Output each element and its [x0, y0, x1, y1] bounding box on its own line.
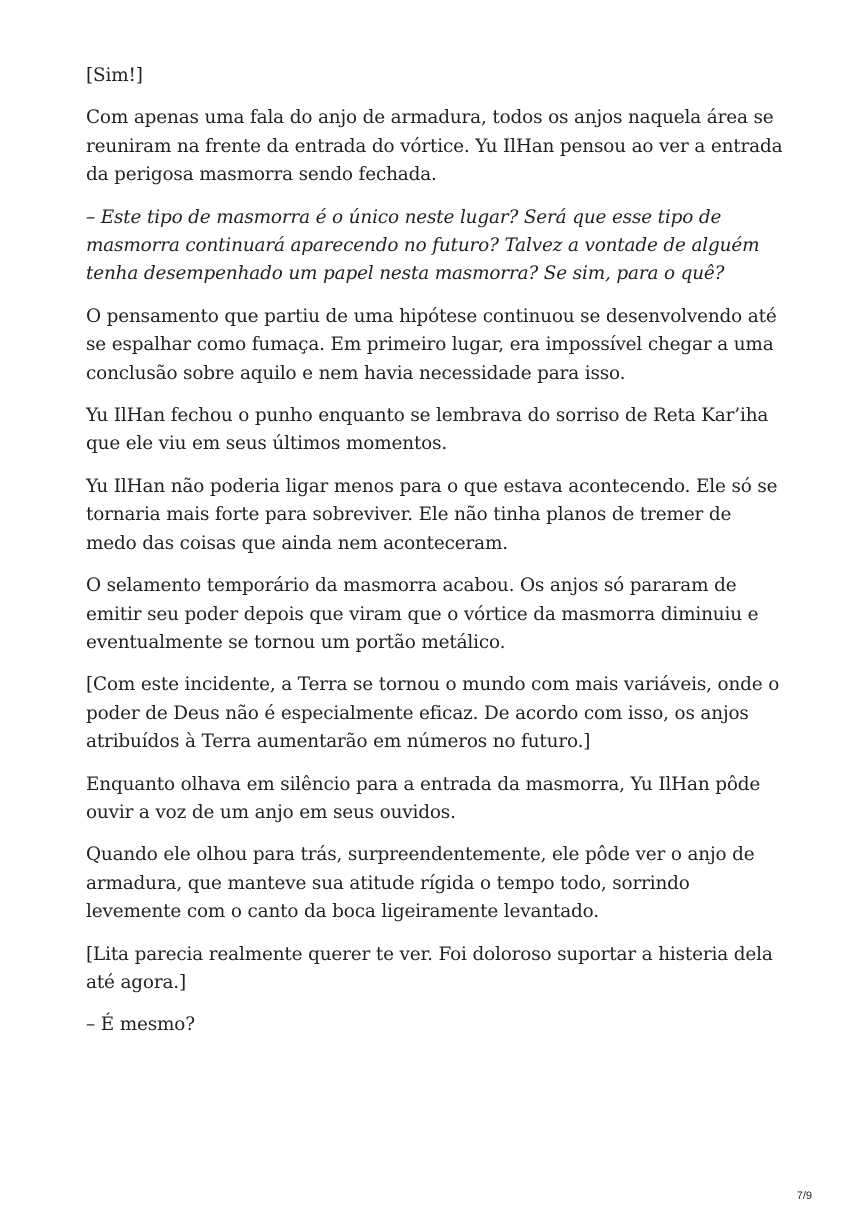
page-number: 7/9 — [796, 1190, 812, 1202]
paragraph: O selamento temporário da masmorra acabou. Os anjos só pararam de emitir seu poder depois que viram que o vórtice da masmorra diminuiu e eventualmente se tornou um portão metálico. — [86, 575, 759, 653]
paragraph: Quando ele olhou para trás, surpreendentemente, ele pôde ver o anjo de armadura, que manteve sua atitude rígida o tempo todo, sorrindo levemente com o canto da boca ligeiramente levantado. — [86, 844, 755, 923]
paragraph: [Lita parecia realmente querer te ver. Foi doloroso suportar a histeria dela até agora.] — [86, 943, 773, 993]
paragraph: [Com este incidente, a Terra se tornou o mundo com mais variáveis, onde o poder de Deus não é especialmente eficaz. De acordo com isso, os anjos atribuídos à Terra aumentarão em números no futuro.] — [86, 674, 780, 753]
paragraph: Yu IlHan fechou o punho enquanto se lembrava do sorriso de Reta Kar’iha que ele viu em seus últimos momentos. — [86, 405, 769, 455]
paragraph: O pensamento que partiu de uma hipótese continuou se desenvolvendo até se espalhar como fumaça. Em primeiro lugar, era impossível chegar a uma conclusão sobre aquilo e nem havia necessidade para isso. — [86, 305, 777, 384]
document-body — [86, 62, 786, 1054]
paragraph: Enquanto olhava em silêncio para a entrada da masmorra, Yu IlHan pôde ouvir a voz de um anjo em seus ouvidos. — [86, 773, 761, 823]
paragraph: – É mesmo? — [86, 1014, 195, 1036]
paragraph: Yu IlHan não poderia ligar menos para o que estava acontecendo. Ele só se tornaria mais forte para sobreviver. Ele não tinha planos de tremer de medo das coisas que ainda nem aconteceram. — [86, 475, 778, 554]
paragraph: [Sim!] — [86, 65, 143, 86]
paragraph: Com apenas uma fala do anjo de armadura, todos os anjos naquela área se reuniram na frente da entrada do vórtice. Yu IlHan pensou ao ver a entrada da perigosa masmorra sendo fechada. — [86, 107, 783, 186]
paragraph-italic: – Este tipo de masmorra é o único neste lugar? Será que esse tipo de masmorra continuará aparecendo no futuro? Talvez a vontade de alguém tenha desempenhado um papel nesta masmorra? Se sim, para o quê? — [86, 206, 760, 285]
